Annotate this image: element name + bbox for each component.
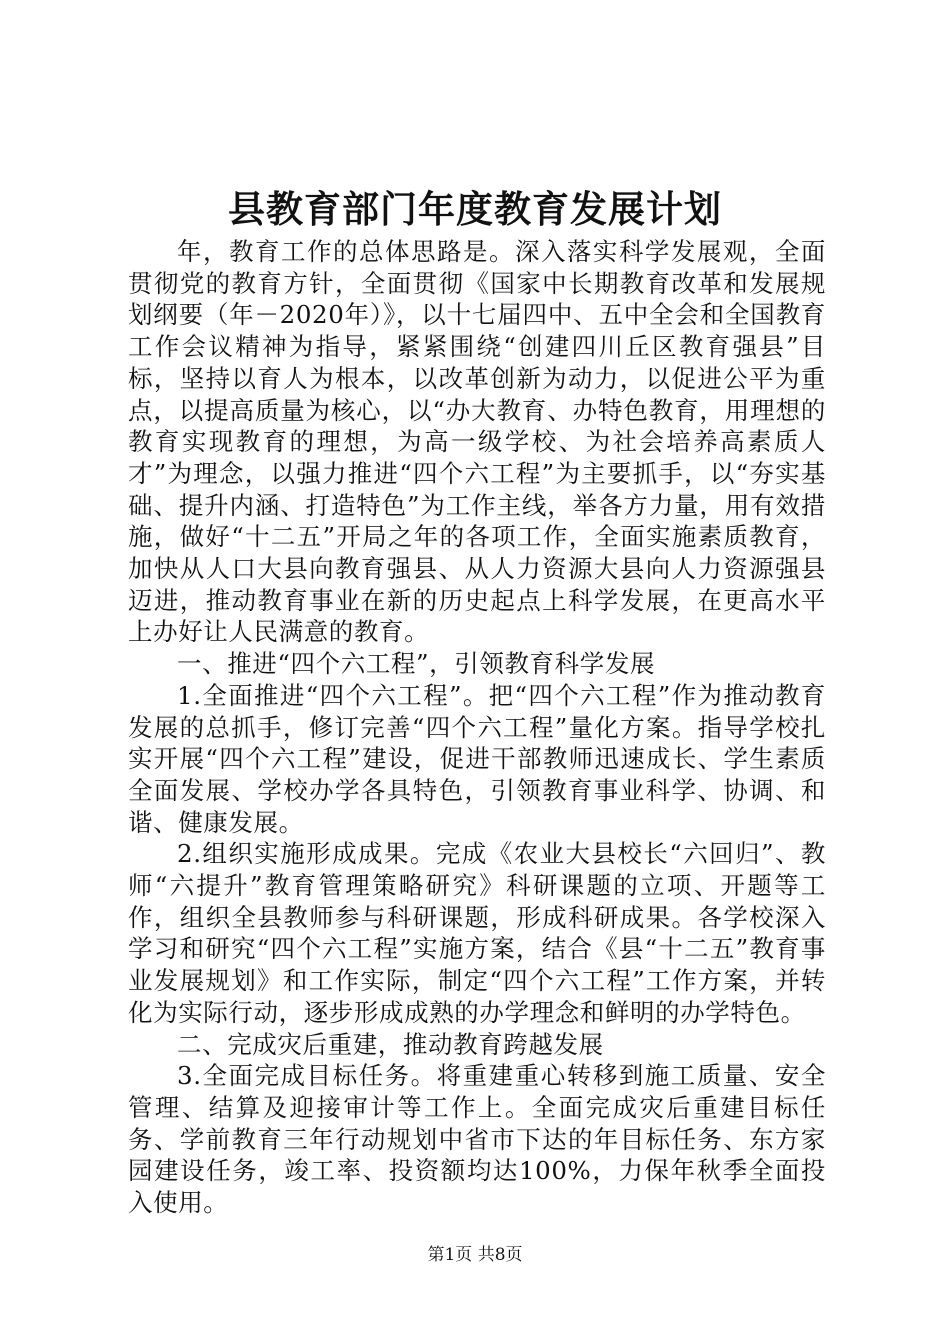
document-body (128, 236, 826, 1219)
section-heading-2: 二、完成灾后重建，推动教育跨越发展 (177, 1029, 604, 1059)
paragraph-intro: 年，教育工作的总体思路是。深入落实科学发展观，全面贯彻党的教育方针，全面贯彻《国家中长期教育改革和发展规划纲要（年－2020年）》，以十七届四中、五中全会和全国教育工作会议精神为指导，紧紧围绕“创建四川丘区教育强县”目标，坚持以育人为根本，以改革创新为动力，以促进公平为重点，以提高质量为核心，以“办大教育、办特色教育，用理想的教育实现教育的理想，为高一级学校、为社会培养高素质人才”为理念，以强力推进“四个六工程”为主要抓手，以“夯实基础、提升内涵、打造特色”为工作主线，举各方力量，用有效措施，做好“十二五”开局之年的各项工作，全面实施素质教育，加快从人口大县向教育强县、从人力资源大县向人力资源强县迈进，推动教育事业在新的历史起点上科学发展，在更高水平上办好让人民满意的教育。 (128, 237, 826, 647)
paragraph-item-1: 1.全面推进“四个六工程”。把“四个六工程”作为推动教育发展的总抓手，修订完善“四个六工程”量化方案。指导学校扎实开展“四个六工程”建设，促进干部教师迅速成长、学生素质全面发展、学校办学各具特色，引领教育事业科学、协调、和谐、健康发展。 (128, 680, 826, 837)
page-footer: 第1页 共8页 (427, 1245, 523, 1265)
paragraph-item-3: 3.全面完成目标任务。将重建重心转移到施工质量、安全管理、结算及迎接审计等工作上。全面完成灾后重建目标任务、学前教育三年行动规划中省市下达的年目标任务、东方家园建设任务，竣工率、投资额均达100%，力保年秋季全面投入使用。 (128, 1061, 826, 1218)
paragraph-item-2: 2.组织实施形成成果。完成《农业大县校长“六回归”、教师“六提升”教育管理策略研究》科研课题的立项、开题等工作，组织全县教师参与科研课题，形成科研成果。各学校深入学习和研究“四个六工程”实施方案，结合《县“十二五”教育事业发展规划》和工作实际，制定“四个六工程”工作方案，并转化为实际行动，逐步形成成熟的办学理念和鲜明的办学特色。 (128, 839, 826, 1027)
section-heading-1: 一、推进“四个六工程”，引领教育科学发展 (177, 649, 656, 679)
document-title: 县教育部门年度教育发展计划 (228, 187, 722, 231)
